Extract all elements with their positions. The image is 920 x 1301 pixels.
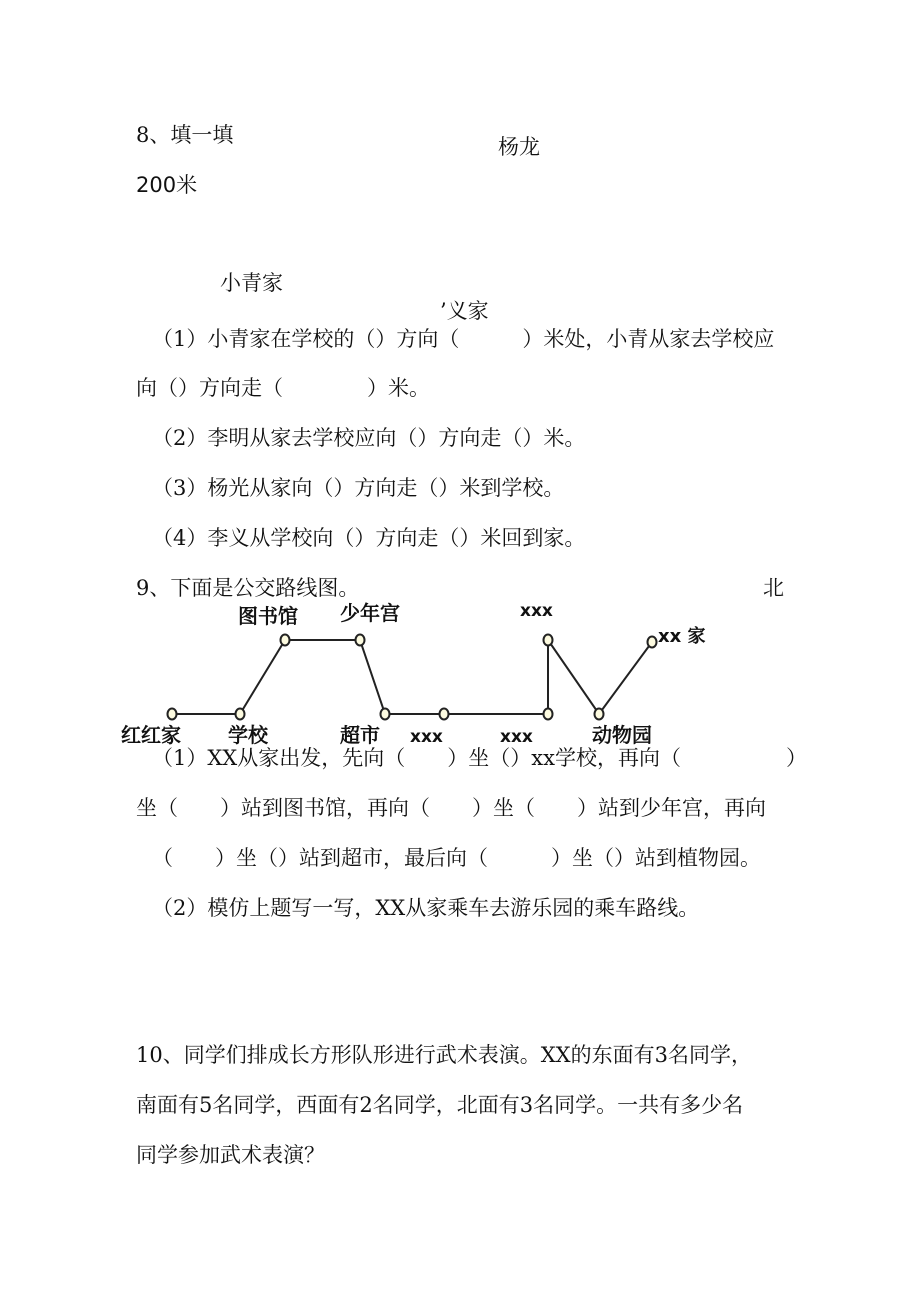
q8-question-2: （2）李明从家去学校应向（）方向走（）米。: [152, 426, 586, 450]
q9-question-1c: （ ）坐（）站到超市，最后向（ ）坐（）站到植物园。: [152, 846, 761, 870]
map-label-library: 图书馆: [238, 604, 298, 628]
q10-line-1: 10、同学们排成长方形队形进行武术表演。XX的东面有3名同学，: [136, 1043, 752, 1067]
label-distance: 200米: [136, 173, 198, 197]
stop-school: [236, 709, 245, 720]
stop-xxx-bottom-left: [440, 709, 449, 720]
stop-library: [281, 635, 290, 646]
q9-question-1b: 坐（ ）站到图书馆，再向（ ）坐（ ）站到少年宫，再向: [136, 796, 766, 820]
map-label-zoo: 动物园: [592, 723, 652, 747]
north-label: 北: [763, 576, 784, 600]
stop-supermarket: [381, 709, 390, 720]
label-yanglong: 杨龙: [498, 135, 540, 159]
map-label-honghong-home: 红红家: [121, 723, 181, 747]
stop-zoo: [595, 709, 604, 720]
route-lines: [172, 640, 652, 714]
map-label-xx-home: xx 家: [658, 626, 706, 647]
stop-xx-home: [648, 637, 657, 648]
route-path: [172, 640, 652, 714]
q8-question-4: （4）李义从学校向（）方向走（）米回到家。: [152, 526, 586, 550]
stop-honghong-home: [168, 709, 177, 720]
q9-question-2: （2）模仿上题写一写，XX从家乘车去游乐园的乘车路线。: [152, 896, 700, 920]
label-yi-home: ’义家: [440, 299, 489, 323]
q8-question-1b: 向（）方向走（ ）米。: [136, 376, 430, 400]
q9-heading: 9、下面是公交路线图。: [136, 576, 360, 600]
stop-xxx-top: [544, 635, 553, 646]
route-stops: [168, 635, 657, 720]
q9-question-1a: （1）XX从家出发，先向（ ）坐（）xx学校，再向（ ）: [152, 746, 807, 770]
map-label-xxx-bottom-right: xxx: [500, 727, 533, 747]
map-label-xxx-bottom-left: xxx: [410, 727, 443, 747]
map-label-youth-palace: 少年宫: [340, 601, 400, 625]
q8-question-3: （3）杨光从家向（）方向走（）米到学校。: [152, 476, 565, 500]
map-label-xxx-top: xxx: [520, 601, 553, 621]
q8-question-1a: （1）小青家在学校的（）方向（ ）米处，小青从家去学校应: [152, 327, 775, 351]
stop-xxx-bottom-right: [544, 709, 553, 720]
map-label-supermarket: 超市: [340, 723, 380, 747]
q8-heading: 8、填一填: [136, 123, 234, 147]
stop-youth-palace: [356, 635, 365, 646]
q10-line-2: 南面有5名同学，西面有2名同学，北面有3名同学。一共有多少名: [136, 1093, 744, 1117]
label-xiaoqing-home: 小青家: [220, 271, 283, 295]
map-label-school: 学校: [228, 723, 268, 747]
q10-line-3: 同学参加武术表演？: [136, 1143, 325, 1167]
